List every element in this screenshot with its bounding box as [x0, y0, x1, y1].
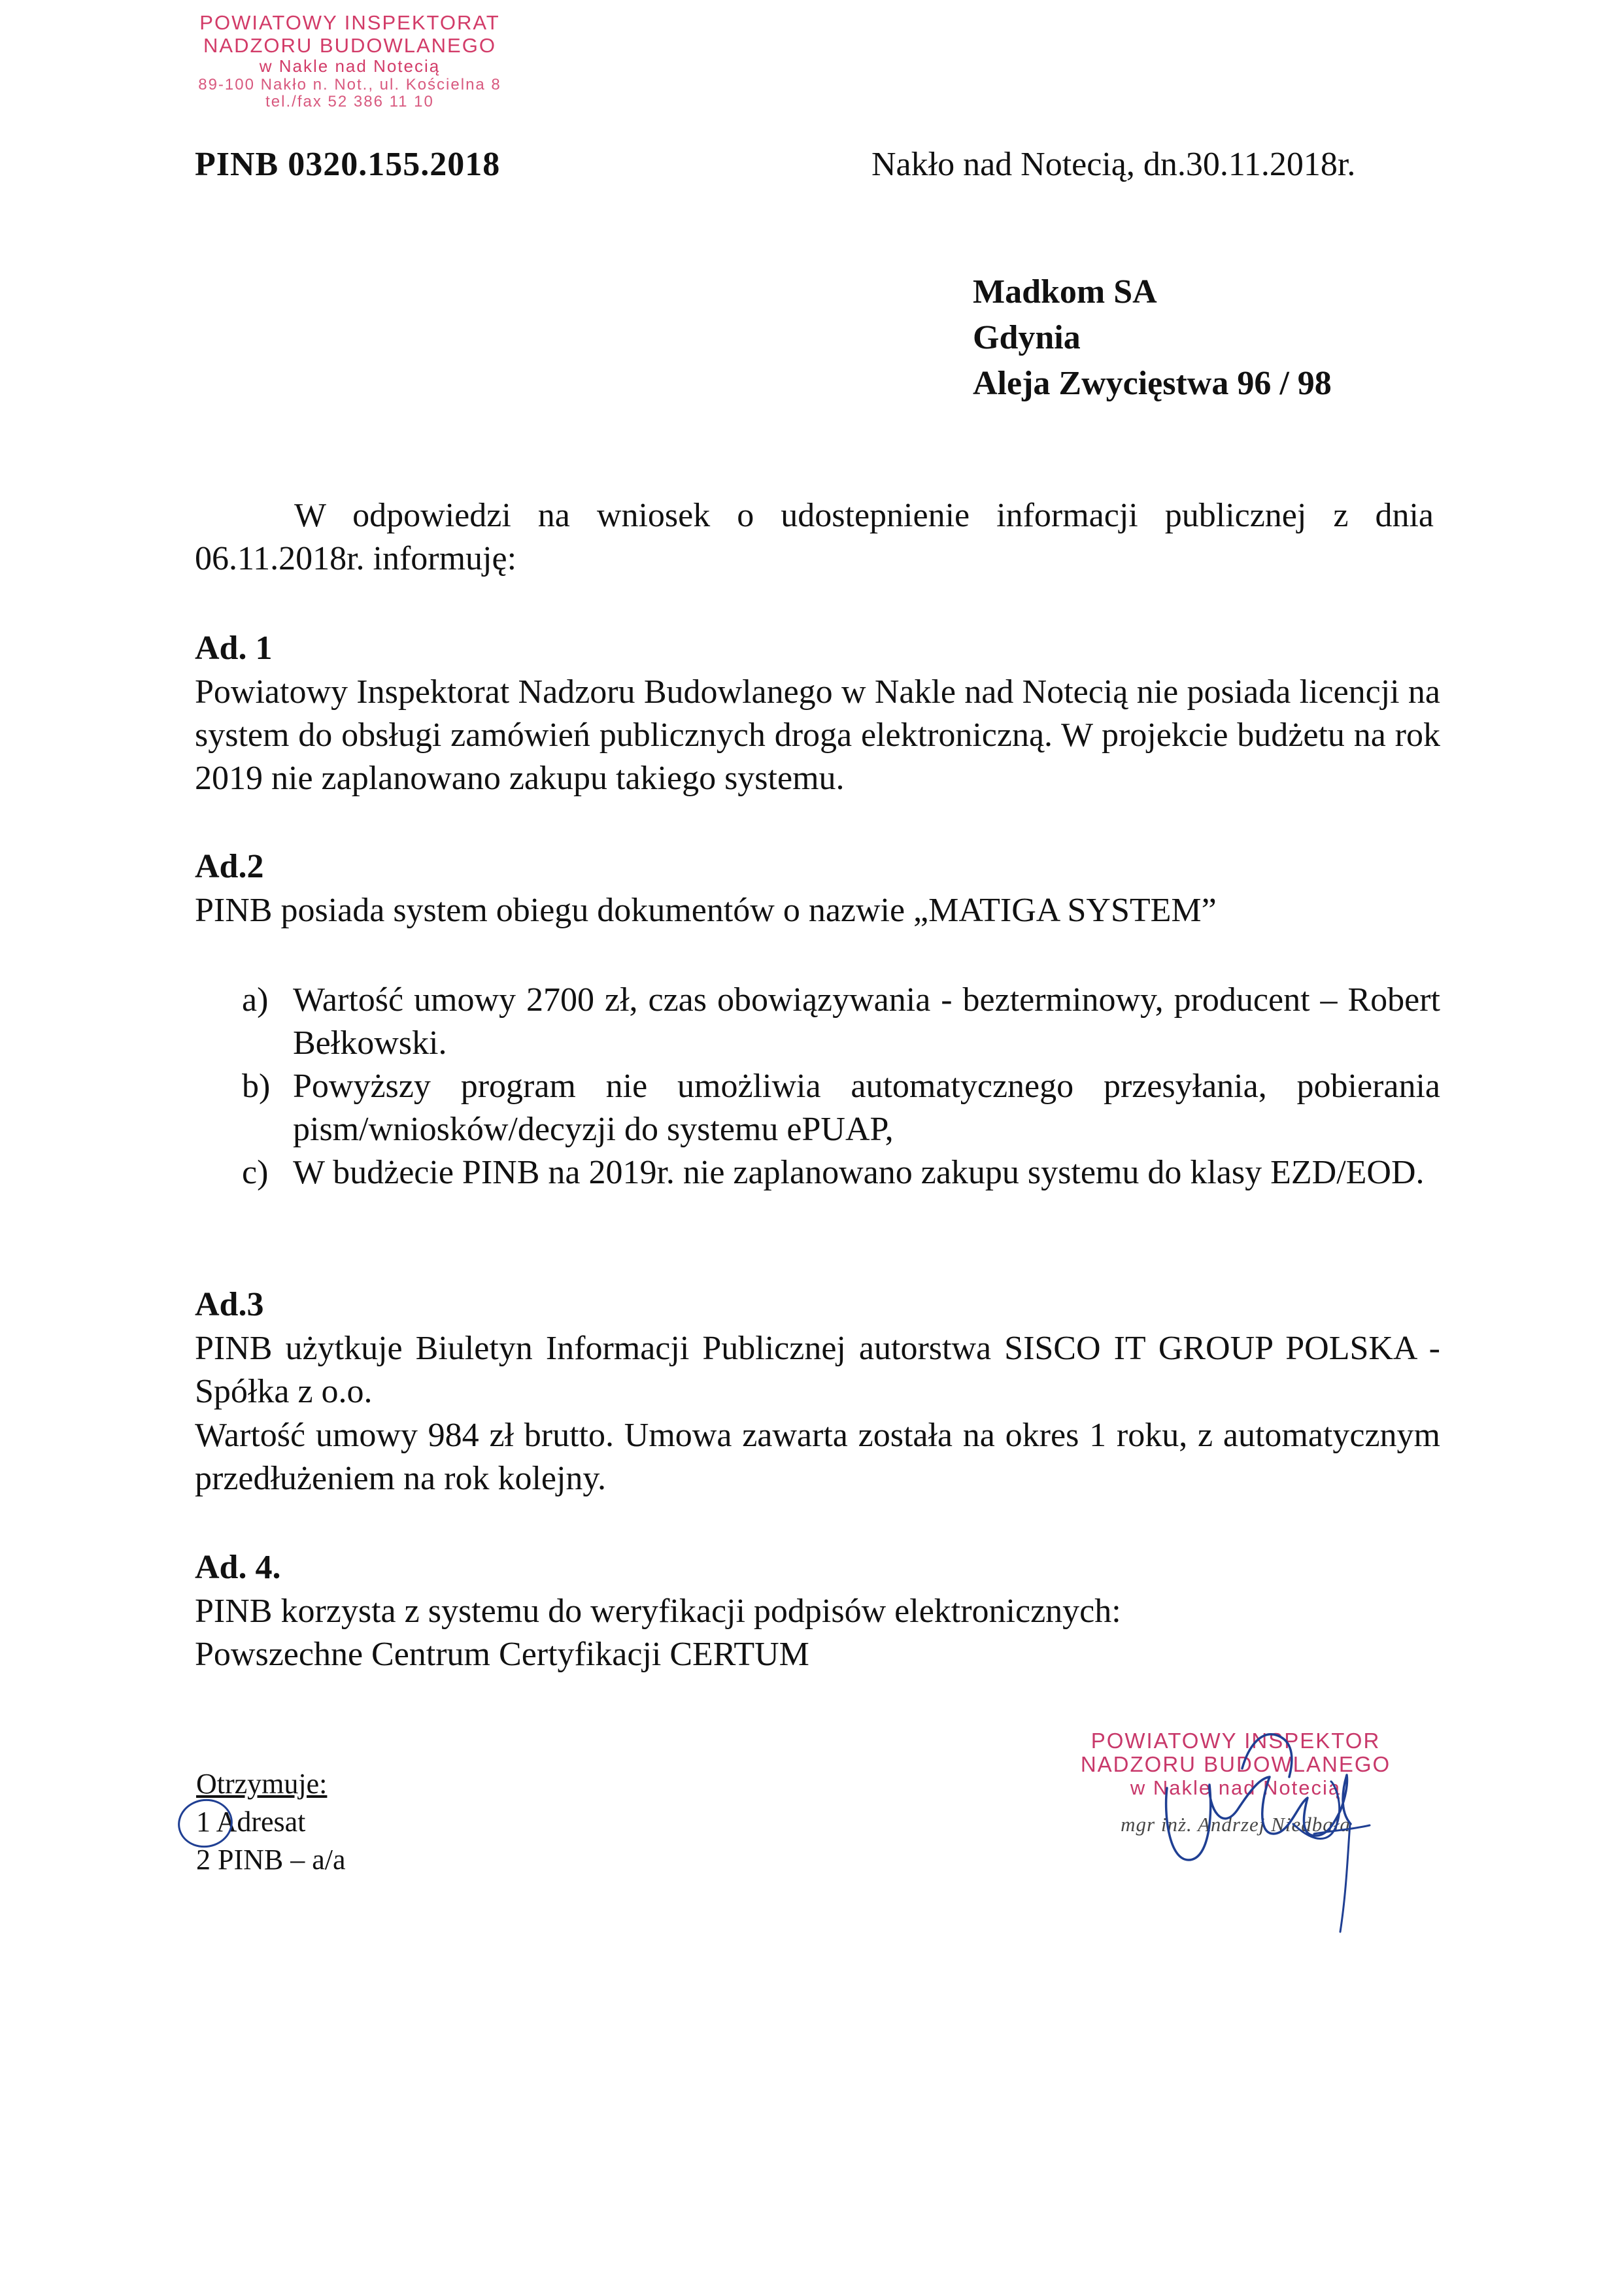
list-marker: c) [242, 1154, 269, 1191]
list-item [242, 1065, 1440, 1151]
section-ad4-line2: Powszechne Centrum Certyfikacji CERTUM [195, 1636, 809, 1673]
section-ad1-heading: Ad. 1 [195, 630, 273, 667]
section-ad1-text: Powiatowy Inspektorat Nadzoru Budowlanego w Nakle nad Notecią nie posiada licencji na system do obsługi zamówień publicznych droga elektroniczną. W projekcie budżetu na rok 2019 nie zaplanowano zakupu takiego systemu. [195, 673, 1440, 797]
section-ad2-heading: Ad.2 [195, 848, 264, 885]
signature-stroke [1340, 1824, 1350, 1932]
list-item [242, 979, 1440, 1065]
section-ad2-list [242, 979, 1440, 1194]
section-ad3-heading: Ad.3 [195, 1286, 264, 1323]
section-ad3-text2: Wartość umowy 984 zł brutto. Umowa zawarta została na okres 1 roku, z automatycznym przedłużeniem na rok kolejny. [195, 1417, 1440, 1497]
date-line: Nakło nad Notecią, dn.30.11.2018r. [871, 146, 1356, 183]
signature-stamp-line4: mgr inż. Andrzej Niedbała [1121, 1812, 1351, 1836]
section-ad3-text1: PINB użytkuje Biuletyn Informacji Publicznej autorstwa SISCO IT GROUP POLSKA - Spółka z o.o. [195, 1330, 1440, 1410]
section-ad2-text: PINB posiada system obiegu dokumentów o nazwie „MATIGA SYSTEM” [195, 892, 1217, 929]
header-stamp-line4: 89-100 Nakło n. Not., ul. Kościelna 8 [198, 75, 501, 93]
signature-stamp-line2: NADZORU BUDOWLANEGO [1080, 1752, 1391, 1777]
list-item [242, 1151, 1440, 1194]
signature-stroke [1166, 1775, 1351, 1860]
signature-stroke [1314, 1825, 1370, 1834]
header-stamp-line2: NADZORU BUDOWLANEGO [203, 33, 496, 57]
list-item-text: W budżecie PINB na 2019r. nie zaplanowano zakupu systemu do klasy EZD/EOD. [293, 1154, 1425, 1191]
recipient-street: Aleja Zwycięstwa 96 / 98 [973, 365, 1332, 402]
list-item-text: Wartość umowy 2700 zł, czas obowiązywania - bezterminowy, producent – Robert Bełkowski. [293, 981, 1440, 1062]
signature-stroke [1242, 1734, 1292, 1777]
distribution-item-2: 2 PINB – a/a [196, 1844, 346, 1876]
section-ad4-line1: PINB korzysta z systemu do weryfikacji podpisów elektronicznych: [195, 1593, 1121, 1630]
section-ad4-heading: Ad. 4. [195, 1549, 281, 1586]
header-stamp-line3: w Nakle nad Notecią [259, 56, 441, 76]
header-stamp [160, 12, 539, 111]
distribution-item-1: 1 Adresat [196, 1806, 306, 1838]
recipient-name: Madkom SA [973, 273, 1157, 311]
document-number: PINB 0320.155.2018 [195, 146, 501, 183]
signature-stamp-line3: w Nakle nad Notecią [1130, 1776, 1342, 1799]
list-item-text: Powyższy program nie umożliwia automatycznego przesyłania, pobierania pism/wniosków/decyzji do systemu ePUAP, [293, 1068, 1440, 1148]
signature-stroke [1293, 1781, 1340, 1839]
list-marker: a) [242, 981, 269, 1019]
list-marker: b) [242, 1068, 271, 1105]
header-stamp-line1: POWIATOWY INSPEKTORAT [199, 11, 500, 34]
recipient-address [973, 269, 1332, 407]
distribution-label: Otrzymuje: [196, 1768, 328, 1800]
recipient-city: Gdynia [973, 319, 1081, 356]
header-stamp-line5: tel./fax 52 386 11 10 [265, 93, 434, 111]
intro-paragraph: W odpowiedzi na wniosek o udostepnienie informacji publicznej z dnia 06.11.2018r. informuję: [195, 497, 1434, 577]
handwritten-signature [1118, 1700, 1393, 1948]
distribution-list [196, 1765, 346, 1879]
signature-stamp-line1: POWIATOWY INSPEKTOR [1090, 1729, 1381, 1753]
